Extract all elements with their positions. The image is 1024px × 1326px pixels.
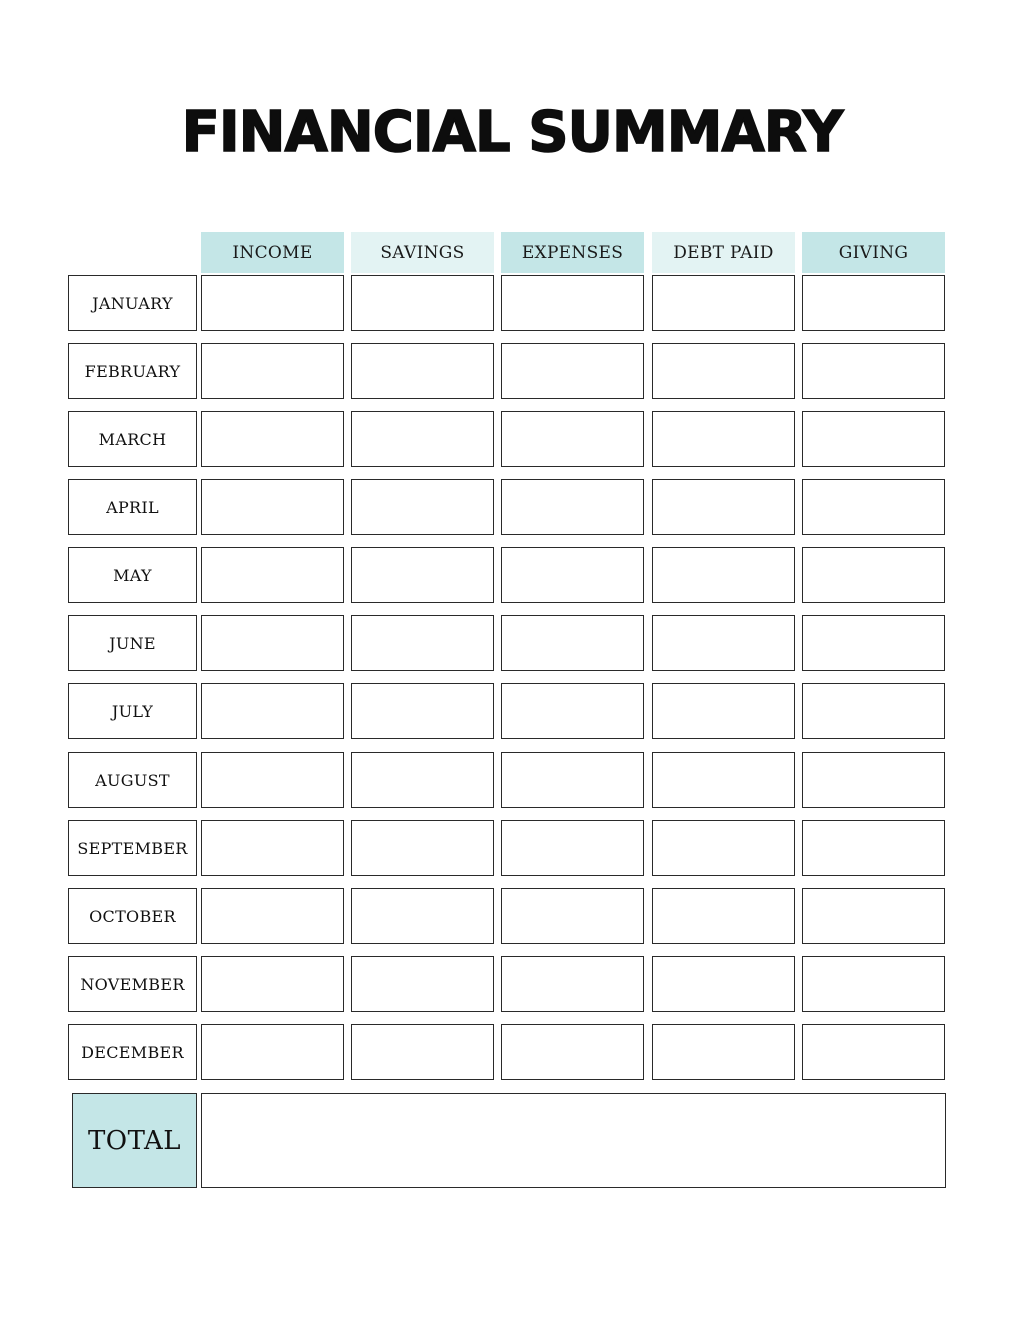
cell-june-income[interactable]	[201, 615, 344, 671]
cell-march-expenses[interactable]	[501, 411, 644, 467]
cell-november-savings[interactable]	[351, 956, 494, 1012]
cell-june-debt-paid[interactable]	[652, 615, 795, 671]
cell-february-savings[interactable]	[351, 343, 494, 399]
cell-december-giving[interactable]	[802, 1024, 945, 1080]
cell-august-savings[interactable]	[351, 752, 494, 808]
cell-october-giving[interactable]	[802, 888, 945, 944]
cell-january-debt-paid[interactable]	[652, 275, 795, 331]
cell-october-savings[interactable]	[351, 888, 494, 944]
month-label-september: SEPTEMBER	[68, 820, 197, 876]
cell-july-expenses[interactable]	[501, 683, 644, 739]
cell-april-income[interactable]	[201, 479, 344, 535]
cell-march-savings[interactable]	[351, 411, 494, 467]
column-header-giving: GIVING	[802, 232, 945, 273]
month-label-november: NOVEMBER	[68, 956, 197, 1012]
cell-february-debt-paid[interactable]	[652, 343, 795, 399]
month-label-april: APRIL	[68, 479, 197, 535]
month-label-july: JULY	[68, 683, 197, 739]
column-header-savings: SAVINGS	[351, 232, 494, 273]
cell-october-debt-paid[interactable]	[652, 888, 795, 944]
cell-january-income[interactable]	[201, 275, 344, 331]
cell-july-income[interactable]	[201, 683, 344, 739]
cell-september-expenses[interactable]	[501, 820, 644, 876]
cell-november-income[interactable]	[201, 956, 344, 1012]
cell-august-giving[interactable]	[802, 752, 945, 808]
cell-december-income[interactable]	[201, 1024, 344, 1080]
cell-august-debt-paid[interactable]	[652, 752, 795, 808]
cell-august-expenses[interactable]	[501, 752, 644, 808]
total-field[interactable]	[201, 1093, 946, 1188]
month-label-january: JANUARY	[68, 275, 197, 331]
month-label-june: JUNE	[68, 615, 197, 671]
cell-july-debt-paid[interactable]	[652, 683, 795, 739]
cell-september-savings[interactable]	[351, 820, 494, 876]
cell-july-giving[interactable]	[802, 683, 945, 739]
column-header-income: INCOME	[201, 232, 344, 273]
cell-june-giving[interactable]	[802, 615, 945, 671]
cell-october-expenses[interactable]	[501, 888, 644, 944]
cell-march-income[interactable]	[201, 411, 344, 467]
cell-april-expenses[interactable]	[501, 479, 644, 535]
cell-august-income[interactable]	[201, 752, 344, 808]
cell-september-income[interactable]	[201, 820, 344, 876]
cell-december-debt-paid[interactable]	[652, 1024, 795, 1080]
cell-november-giving[interactable]	[802, 956, 945, 1012]
month-label-march: MARCH	[68, 411, 197, 467]
cell-december-savings[interactable]	[351, 1024, 494, 1080]
month-label-august: AUGUST	[68, 752, 197, 808]
cell-may-income[interactable]	[201, 547, 344, 603]
cell-april-savings[interactable]	[351, 479, 494, 535]
cell-february-expenses[interactable]	[501, 343, 644, 399]
cell-september-giving[interactable]	[802, 820, 945, 876]
cell-september-debt-paid[interactable]	[652, 820, 795, 876]
cell-january-expenses[interactable]	[501, 275, 644, 331]
column-header-debt-paid: DEBT PAID	[652, 232, 795, 273]
cell-may-expenses[interactable]	[501, 547, 644, 603]
cell-november-expenses[interactable]	[501, 956, 644, 1012]
cell-january-giving[interactable]	[802, 275, 945, 331]
cell-february-income[interactable]	[201, 343, 344, 399]
month-label-may: MAY	[68, 547, 197, 603]
cell-january-savings[interactable]	[351, 275, 494, 331]
month-label-october: OCTOBER	[68, 888, 197, 944]
cell-november-debt-paid[interactable]	[652, 956, 795, 1012]
cell-april-giving[interactable]	[802, 479, 945, 535]
cell-july-savings[interactable]	[351, 683, 494, 739]
total-label: TOTAL	[72, 1093, 197, 1188]
cell-march-debt-paid[interactable]	[652, 411, 795, 467]
cell-may-debt-paid[interactable]	[652, 547, 795, 603]
month-label-february: FEBRUARY	[68, 343, 197, 399]
cell-june-expenses[interactable]	[501, 615, 644, 671]
page-title: FINANCIAL SUMMARY	[181, 100, 843, 165]
cell-april-debt-paid[interactable]	[652, 479, 795, 535]
month-label-december: DECEMBER	[68, 1024, 197, 1080]
cell-may-giving[interactable]	[802, 547, 945, 603]
cell-march-giving[interactable]	[802, 411, 945, 467]
cell-may-savings[interactable]	[351, 547, 494, 603]
cell-december-expenses[interactable]	[501, 1024, 644, 1080]
cell-june-savings[interactable]	[351, 615, 494, 671]
cell-february-giving[interactable]	[802, 343, 945, 399]
column-header-expenses: EXPENSES	[501, 232, 644, 273]
cell-october-income[interactable]	[201, 888, 344, 944]
